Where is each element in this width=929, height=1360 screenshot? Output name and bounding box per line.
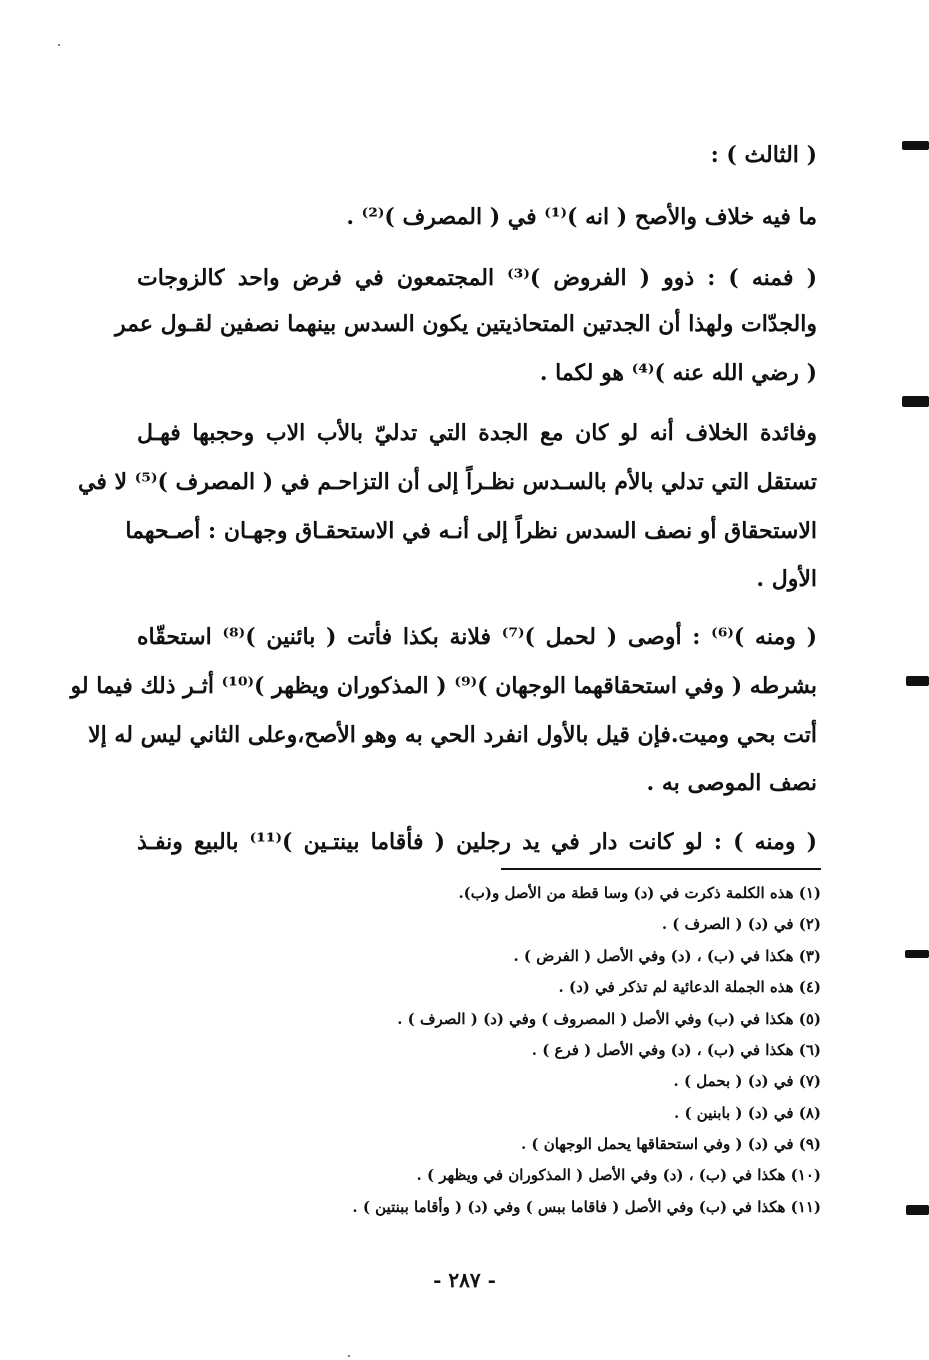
footnote: (٤) هذه الجملة الدعائية لم تذكر في (د) . (558, 978, 821, 996)
body-line: ما فيه خلاف والأصح ( انه )⁽¹⁾ في ( المصرف )⁽²⁾ . (346, 204, 817, 230)
body-line: الاستحقاق أو نصف السدس نظراً إلى أنـه في الاستحقـاق وجهـان : أصـحهما (125, 518, 817, 544)
body-line: والجدّات ولهذا أن الجدتين المتحاذيتين يكون السدس بينهما نصفين لقـول عمر (114, 311, 817, 337)
margin-mark-4 (905, 950, 929, 958)
body-line: الأول . (756, 566, 817, 592)
footnote: (٥) هكذا في (ب) وفي الأصل ( المصروف ) وفي (د) ( الصرف ) . (397, 1010, 821, 1028)
body-line: أتت بحي وميت.فإن قيل بالأول انفرد الحي به وهو الأصح،وعلى الثاني ليس له إلا (88, 722, 817, 748)
footnote: (٩) في (د) ( وفي استحقاقها يحمل الوجهان ) . (520, 1135, 821, 1153)
body-line: ( رضي الله عنه )⁽⁴⁾ هو لكما . (539, 360, 817, 386)
footnote: (٧) في (د) ( بحمل ) . (673, 1072, 821, 1090)
footnote: (٨) في (د) ( بابنين ) . (674, 1104, 821, 1122)
footnote: (١١) هكذا في (ب) وفي الأصل ( فاقاما ببس ) وفي (د) ( وأقاما ببنتين ) . (352, 1198, 821, 1216)
page-number: - ٢٨٧ - (433, 1268, 496, 1292)
footnote: (٢) في (د) ( الصرف ) . (661, 915, 821, 933)
body-line: نصف الموصى به . (646, 770, 817, 796)
margin-mark-1 (902, 141, 929, 150)
body-line: ( ومنه ) : لو كانت دار في يد رجلين ( فأقاما بينتـين )⁽¹¹⁾ بالبيع ونفـذ (137, 829, 817, 855)
body-line: وفائدة الخلاف أنه لو كان مع الجدة التي تدليّ بالأب الاب وحجبها فهـل (137, 420, 817, 446)
scan-speck (58, 44, 60, 46)
footnote-separator (501, 868, 821, 870)
margin-mark-3 (906, 676, 929, 686)
footnote: (٦) هكذا في (ب) ، (د) وفي الأصل ( فرع ) . (531, 1041, 821, 1059)
scan-speck (348, 1355, 350, 1357)
footnote: (١) هذه الكلمة ذكرت في (د) وسا قطة من الأصل و(ب). (458, 884, 821, 902)
margin-mark-5 (906, 1205, 929, 1215)
footnote: (١٠) هكذا في (ب) ، (د) وفي الأصل ( المذكوران في ويظهر ) . (416, 1166, 821, 1184)
margin-mark-2 (902, 396, 929, 407)
footnote: (٣) هكذا في (ب) ، (د) وفي الأصل ( الفرض ) . (513, 947, 821, 965)
body-line: ( فمنه ) : ذوو ( الفروض )⁽³⁾ المجتمعون في فرض واحد كالزوجات (137, 265, 817, 291)
body-line: تستقل التي تدلي بالأم بالسـدس نظـراً إلى أن التزاحـم في ( المصرف )⁽⁵⁾ لا في (78, 469, 817, 495)
body-line: ( ومنه )⁽⁶⁾ : أوصى ( لحمل )⁽⁷⁾ فلانة بكذا فأتت ( بائنين )⁽⁸⁾ استحقّاه (137, 624, 818, 650)
section-heading: ( الثالث ) : (710, 142, 817, 168)
body-line: بشرطه ( وفي استحقاقهما الوجهان )⁽⁹⁾ ( المذكوران ويظهر )⁽¹⁰⁾ أثـر ذلك فيما لو (70, 673, 817, 699)
